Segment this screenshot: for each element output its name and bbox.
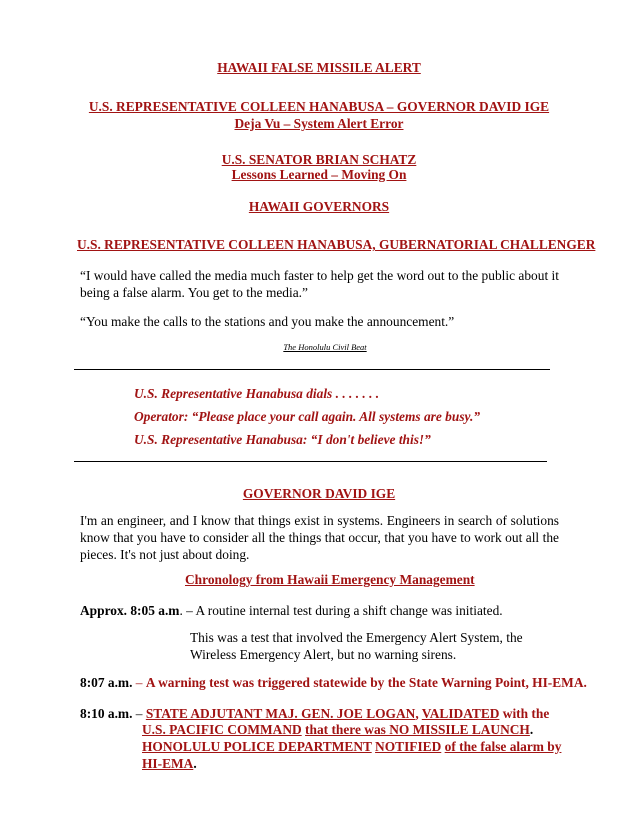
section-heading-hanabusa: U.S. REPRESENTATIVE COLLEEN HANABUSA, GUBERNATORIAL CHALLENGER [77,237,596,252]
hanabusa-quote-1: “I would have called the media much faster to help get the word out to the public about it being a false alarm. You get to the media.” [80,268,559,300]
document-title: HAWAII FALSE MISSILE ALERT [217,60,421,75]
chronology-entry-807 [80,675,587,691]
honolulu-police: HONOLULU POLICE DEPARTMENT [142,739,372,754]
time-810: 8:10 a.m. [80,706,133,721]
chronology-810-line3 [142,739,561,755]
no-missile-launch: that there was NO MISSILE LAUNCH [305,722,530,737]
chronology-entry-805 [80,603,503,619]
ige-quote: I'm an engineer, and I know that things exist in systems. Engineers in search of solutions know that you have to consider all the things that occur, that you have to work out all the pieces. It's not just about doing. [80,513,559,562]
subtitle-hawaii-governors: HAWAII GOVERNORS [248,199,390,214]
divider-bottom [74,461,547,462]
time-805: Approx. 8:05 a.m [80,603,180,618]
time-807: 8:07 a.m. [80,675,133,690]
chronology-heading: Chronology from Hawaii Emergency Management [185,572,475,587]
comma-810: , [415,706,422,721]
section-heading-ige: GOVERNOR DAVID IGE [242,486,396,501]
dash-810: – [132,706,146,721]
period-2: . [193,756,197,771]
italic-line-reaction: U.S. Representative Hanabusa: “I don't believe this!” [134,432,431,447]
chronology-entry-810 [80,705,549,722]
pacific-command: U.S. PACIFIC COMMAND [142,722,302,737]
dash-807: – [132,675,146,690]
source-citation: The Honolulu Civil Beat [283,342,367,352]
with-the: with the [499,706,550,721]
validated-word: VALIDATED [421,706,500,721]
divider-top [74,369,550,370]
italic-line-dials: U.S. Representative Hanabusa dials . . . . . . . [134,386,380,401]
subtitle-deja-vu: Deja Vu – System Alert Error [234,116,404,131]
of-false-alarm: of the false alarm by [444,739,562,754]
subtitle-hanabusa-ige: U.S. REPRESENTATIVE COLLEEN HANABUSA – GOVERNOR DAVID IGE [88,99,550,114]
hanabusa-quote-2: “You make the calls to the stations and you make the announcement.” [80,314,455,329]
subtitle-lessons: Lessons Learned – Moving On [231,167,407,182]
chronology-810-line2 [142,722,533,738]
italic-line-operator: Operator: “Please place your call again. All systems are busy.” [134,409,481,424]
hi-ema: HI-EMA [142,756,194,771]
subtitle-schatz: U.S. SENATOR BRIAN SCHATZ [221,152,417,167]
text-805: . – A routine internal test during a shift change was initiated. [179,603,503,618]
chronology-detail-805: This was a test that involved the Emergency Alert System, the Wireless Emergency Alert, but no warning sirens. [190,630,523,662]
notified-word: NOTIFIED [375,739,442,754]
chronology-810-line4 [142,756,197,772]
adjutant-general: STATE ADJUTANT MAJ. GEN. JOE LOGAN [145,706,416,721]
period-1: . [529,722,534,737]
text-807: A warning test was triggered statewide by the State Warning Point, HI-EMA. [145,675,587,690]
